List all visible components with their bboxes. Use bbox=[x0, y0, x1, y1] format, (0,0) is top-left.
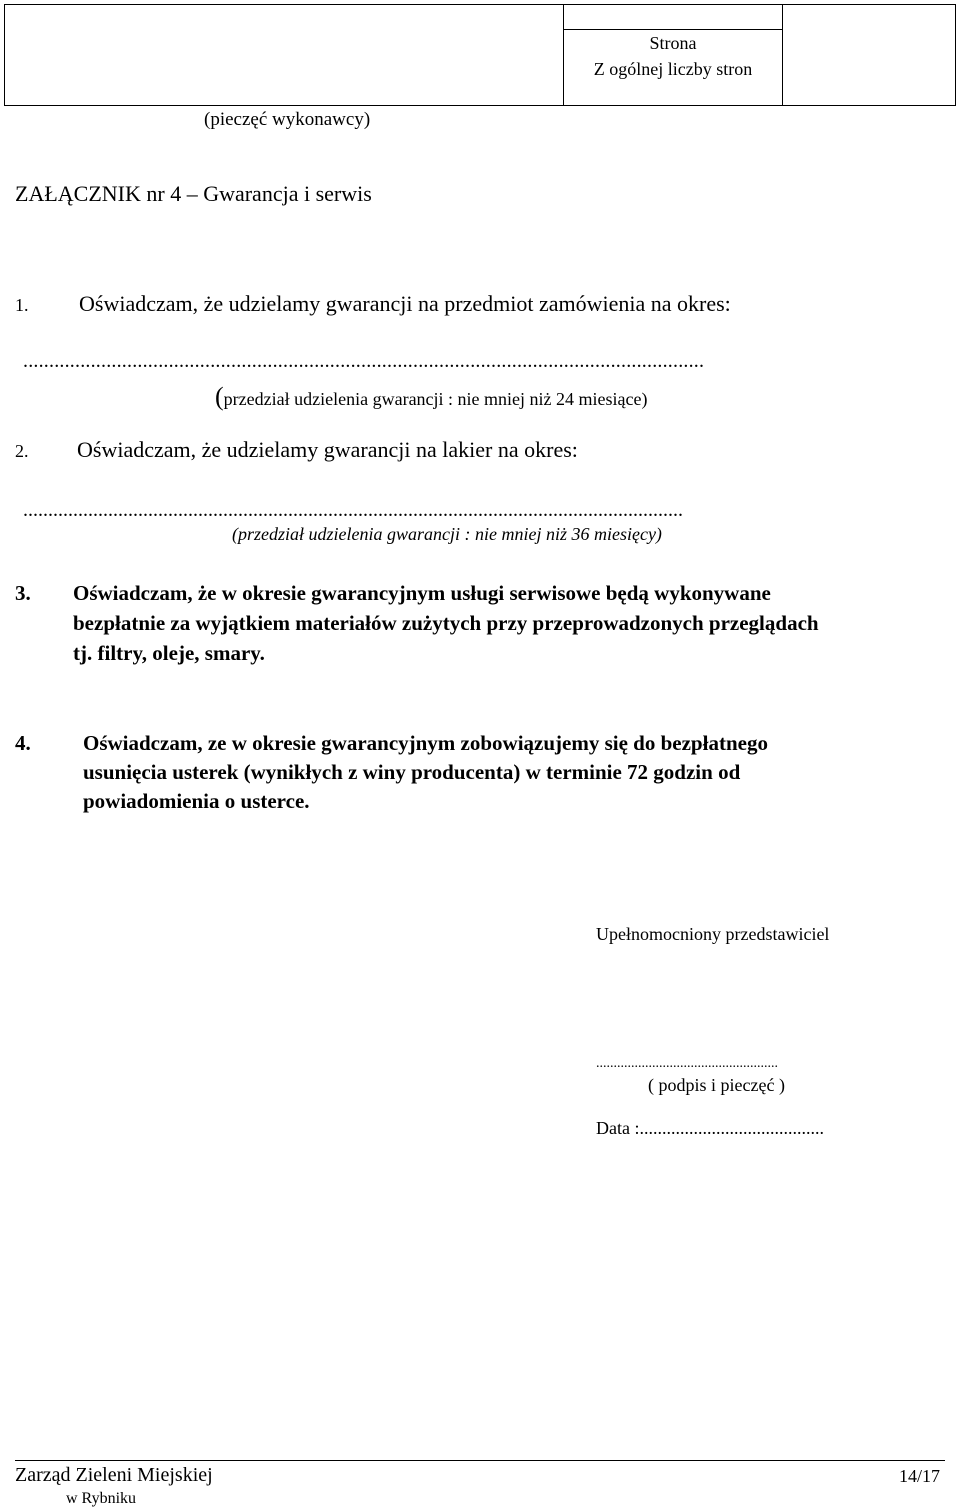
section-3-line: bezpłatnie za wyjątkiem materiałów zużytych przy przeprowadzonych przeglądach bbox=[73, 611, 819, 635]
header-page-cell bbox=[563, 4, 783, 106]
header-empty-cell bbox=[782, 4, 956, 106]
section-1-number: 1. bbox=[15, 295, 29, 315]
section-1-fill-line: ................................................................................................................................... bbox=[23, 350, 705, 372]
section-4-line: usunięcia usterek (wynikłych z winy producenta) w terminie 72 godzin od bbox=[83, 760, 741, 784]
section-2 bbox=[15, 437, 578, 463]
section-1-note bbox=[215, 382, 647, 412]
footer-org-name: Zarząd Zieleni Miejskiej bbox=[15, 1464, 213, 1486]
representative-label: Upełnomocniony przedstawiciel bbox=[596, 924, 830, 944]
section-4-line: powiadomienia o usterce. bbox=[83, 789, 310, 813]
section-3-line: tj. filtry, oleje, smary. bbox=[73, 641, 265, 665]
section-2-number: 2. bbox=[15, 441, 29, 461]
section-4-line: Oświadczam, ze w okresie gwarancyjnym zobowiązujemy się do bezpłatnego bbox=[83, 731, 768, 755]
signature-fill-line: .................................................... bbox=[596, 1056, 778, 1071]
page-title: ZAŁĄCZNIK nr 4 – Gwarancja i serwis bbox=[15, 181, 372, 206]
page-label: Strona bbox=[649, 33, 697, 53]
contractor-stamp-label: (pieczęć wykonawcy) bbox=[204, 109, 371, 130]
section-1-note-text: przedział udzielenia gwarancji : nie mniej niż 24 miesiące) bbox=[223, 389, 648, 409]
total-pages-label: Z ogólnej liczby stron bbox=[593, 59, 753, 79]
section-2-text: Oświadczam, że udzielamy gwarancji na lakier na okres: bbox=[77, 437, 578, 462]
section-3-line: Oświadczam, że w okresie gwarancyjnym usługi serwisowe będą wykonywane bbox=[73, 581, 771, 605]
date-field: Data :......................................... bbox=[596, 1118, 824, 1138]
header-stamp-cell bbox=[4, 4, 564, 106]
section-2-note: (przedział udzielenia gwarancji : nie mniej niż 36 miesięcy) bbox=[232, 524, 662, 544]
footer-page-number: 14/17 bbox=[899, 1466, 941, 1486]
section-1-note-paren: ( bbox=[215, 382, 224, 411]
footer-org-city: w Rybniku bbox=[66, 1490, 137, 1507]
header-cell-divider bbox=[564, 29, 782, 30]
signature-label: ( podpis i pieczęć ) bbox=[648, 1075, 785, 1095]
section-3-number: 3. bbox=[15, 581, 31, 605]
header-table bbox=[4, 4, 956, 106]
section-2-fill-line: .................................................................................................................................... bbox=[23, 499, 683, 521]
footer-divider bbox=[15, 1460, 945, 1461]
section-4-number: 4. bbox=[15, 731, 31, 755]
section-1 bbox=[15, 291, 731, 317]
section-1-text: Oświadczam, że udzielamy gwarancji na przedmiot zamówienia na okres: bbox=[79, 291, 731, 316]
